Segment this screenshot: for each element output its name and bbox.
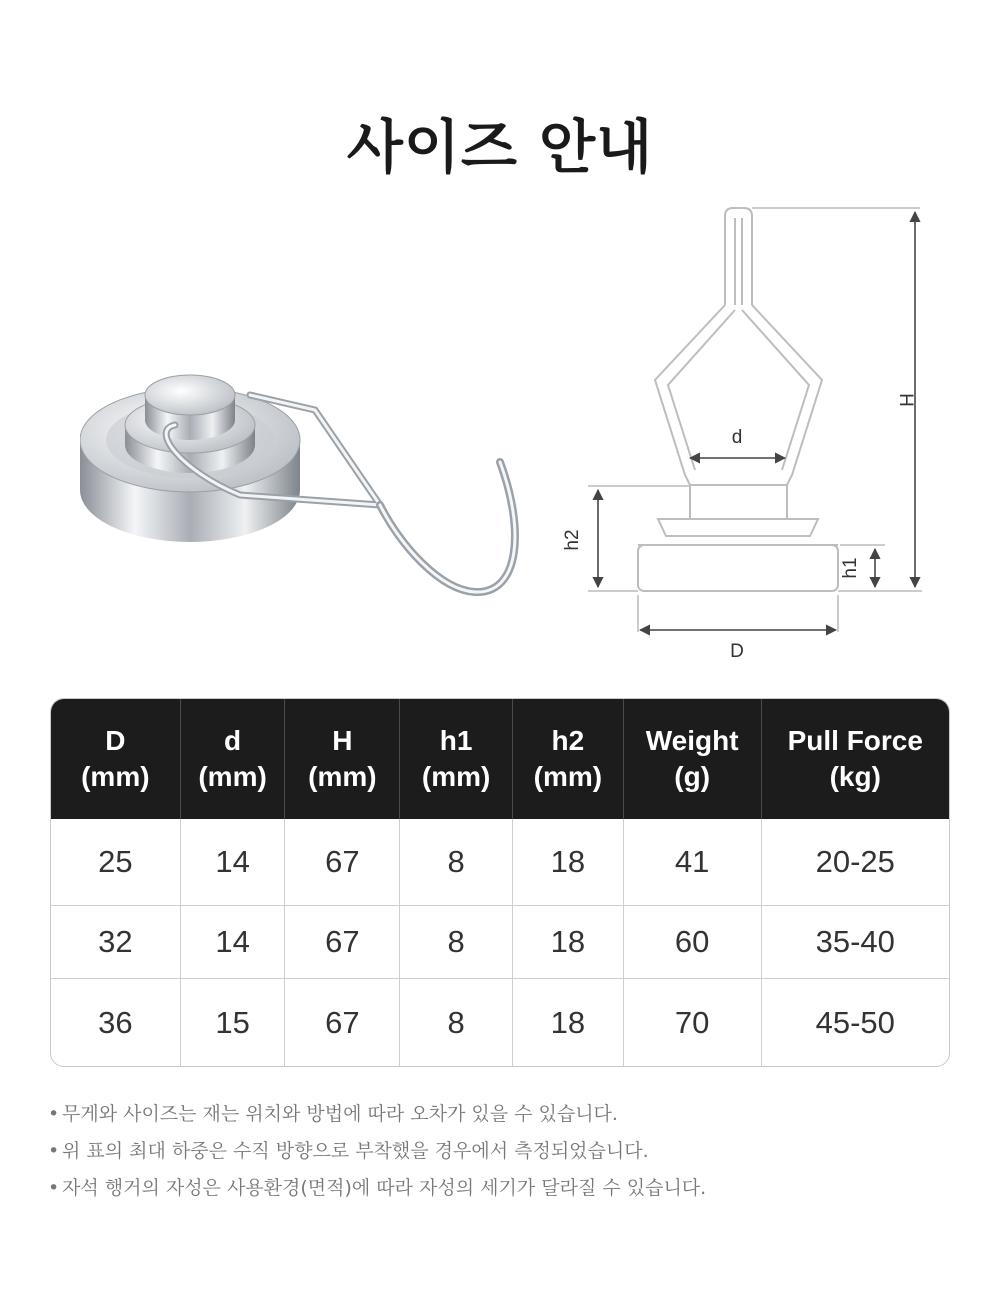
note-item: [48, 1133, 706, 1170]
cell-h1: 8: [400, 819, 513, 905]
header-h1: h1 (mm): [400, 699, 513, 819]
table-row: [51, 978, 949, 1066]
notes-list: [48, 1096, 706, 1207]
diagram-boss: [690, 485, 787, 519]
product-photo: [80, 350, 560, 610]
cell-h2: 18: [513, 819, 624, 905]
header-D: D (mm): [51, 699, 181, 819]
page-title: 사이즈 안내: [346, 113, 654, 181]
header-h2: h2 (mm): [513, 699, 624, 819]
cell-H: 67: [285, 819, 400, 905]
hook-top-loop: [725, 208, 752, 305]
dim-label-D: D: [730, 641, 744, 662]
cell-D: 25: [51, 819, 181, 905]
header-weight: Weight (g): [624, 699, 762, 819]
dim-label-h2: h2: [562, 529, 583, 551]
cell-H: 67: [285, 978, 400, 1066]
table-row: [51, 905, 949, 978]
cell-weight: 60: [624, 905, 762, 978]
cell-d: 14: [181, 905, 286, 978]
cell-D: 36: [51, 978, 181, 1066]
cell-H: 67: [285, 905, 400, 978]
bullet-icon: •: [48, 1140, 60, 1162]
note-text: 자석 행거의 자성은 사용환경(면적)에 따라 자성의 세기가 달라질 수 있습니다.: [62, 1177, 707, 1199]
table-row: [51, 819, 949, 905]
cell-h2: 18: [513, 978, 624, 1066]
table-header-row: [51, 699, 949, 819]
dim-label-h1: h1: [840, 557, 861, 579]
bullet-icon: •: [48, 1103, 60, 1125]
cell-d: 14: [181, 819, 286, 905]
header-pull-force: Pull Force (kg): [762, 699, 949, 819]
cell-D: 32: [51, 905, 181, 978]
cell-weight: 70: [624, 978, 762, 1066]
cell-weight: 41: [624, 819, 762, 905]
cell-h1: 8: [400, 905, 513, 978]
note-text: 무게와 사이즈는 재는 위치와 방법에 따라 오차가 있을 수 있습니다.: [62, 1103, 618, 1125]
dim-label-H: H: [895, 393, 916, 407]
note-item: [48, 1096, 706, 1133]
note-item: [48, 1170, 706, 1207]
dimension-diagram: [560, 200, 940, 670]
dim-label-d: d: [731, 427, 743, 448]
header-d: d (mm): [181, 699, 286, 819]
diagram-base: [638, 545, 838, 591]
cell-d: 15: [181, 978, 286, 1066]
cell-h2: 18: [513, 905, 624, 978]
cell-pull-force: 20-25: [815, 844, 895, 879]
bullet-icon: •: [48, 1177, 60, 1199]
header-H: H (mm): [285, 699, 400, 819]
spec-table: [50, 698, 950, 1067]
cell-pull-force: 45-50: [762, 978, 949, 1066]
note-text: 위 표의 최대 하중은 수직 방향으로 부착했을 경우에서 측정되었습니다.: [62, 1140, 649, 1162]
cell-pull-force: 35-40: [762, 905, 949, 978]
cell-h1: 8: [400, 978, 513, 1066]
